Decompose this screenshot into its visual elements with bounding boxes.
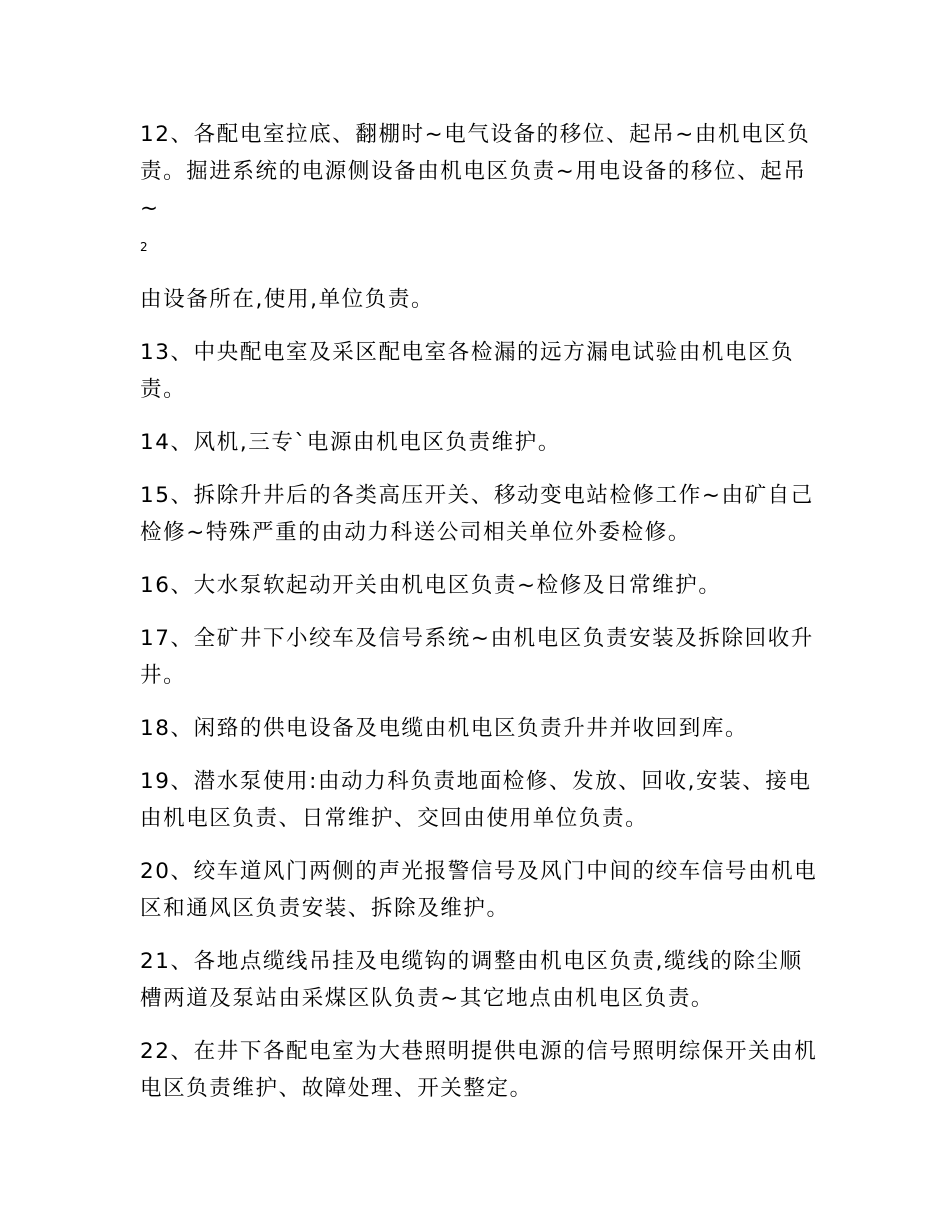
- paragraph-item-15: 15、拆除升井后的各类高压开关、移动变电站检修工作~由矿自己检修~特殊严重的由动力科送公司相关单位外委检修。: [140, 483, 814, 545]
- paragraph-item-22: 22、在井下各配电室为大巷照明提供电源的信号照明综保开关由机电区负责维护、故障处理、开关整定。: [140, 1039, 818, 1101]
- paragraph-item-12: 12、各配电室拉底、翻棚时~电气设备的移位、起吊~由机电区负责。掘进系统的电源侧设备由机电区负责~用电设备的移位、起吊~: [140, 122, 811, 221]
- paragraph-item-13: 13、中央配电室及采区配电室各检漏的远方漏电试验由机电区负责。: [140, 340, 795, 402]
- paragraph-item-12-continued: 由设备所在,使用,单位负责。: [140, 287, 435, 312]
- paragraph-item-19: 19、潜水泵使用:由动力科负责地面检修、发放、回收,安装、接电由机电区负责、日常维护、交回由使用单位负责。: [140, 769, 812, 831]
- paragraph-item-18: 18、闲臵的供电设备及电缆由机电区负责升井并收回到库。: [140, 716, 749, 741]
- paragraph-item-21: 21、各地点缆线吊挂及电缆钩的调整由机电区负责,缆线的除尘顺槽两道及泵站由采煤区队负责~其它地点由机电区负责。: [140, 949, 803, 1011]
- document-body: [140, 116, 820, 1123]
- paragraph-item-16: 16、大水泵软起动开关由机电区负责~检修及日常维护。: [140, 573, 722, 598]
- paragraph-item-20: 20、绞车道风门两侧的声光报警信号及风门中间的绞车信号由机电区和通风区负责安装、拆除及维护。: [140, 859, 818, 921]
- paragraph-item-17: 17、全矿井下小绞车及信号系统~由机电区负责安装及拆除回收升井。: [140, 626, 814, 688]
- page-number: 2: [140, 240, 148, 254]
- paragraph-item-14: 14、风机,三专`电源由机电区负责维护。: [140, 430, 561, 455]
